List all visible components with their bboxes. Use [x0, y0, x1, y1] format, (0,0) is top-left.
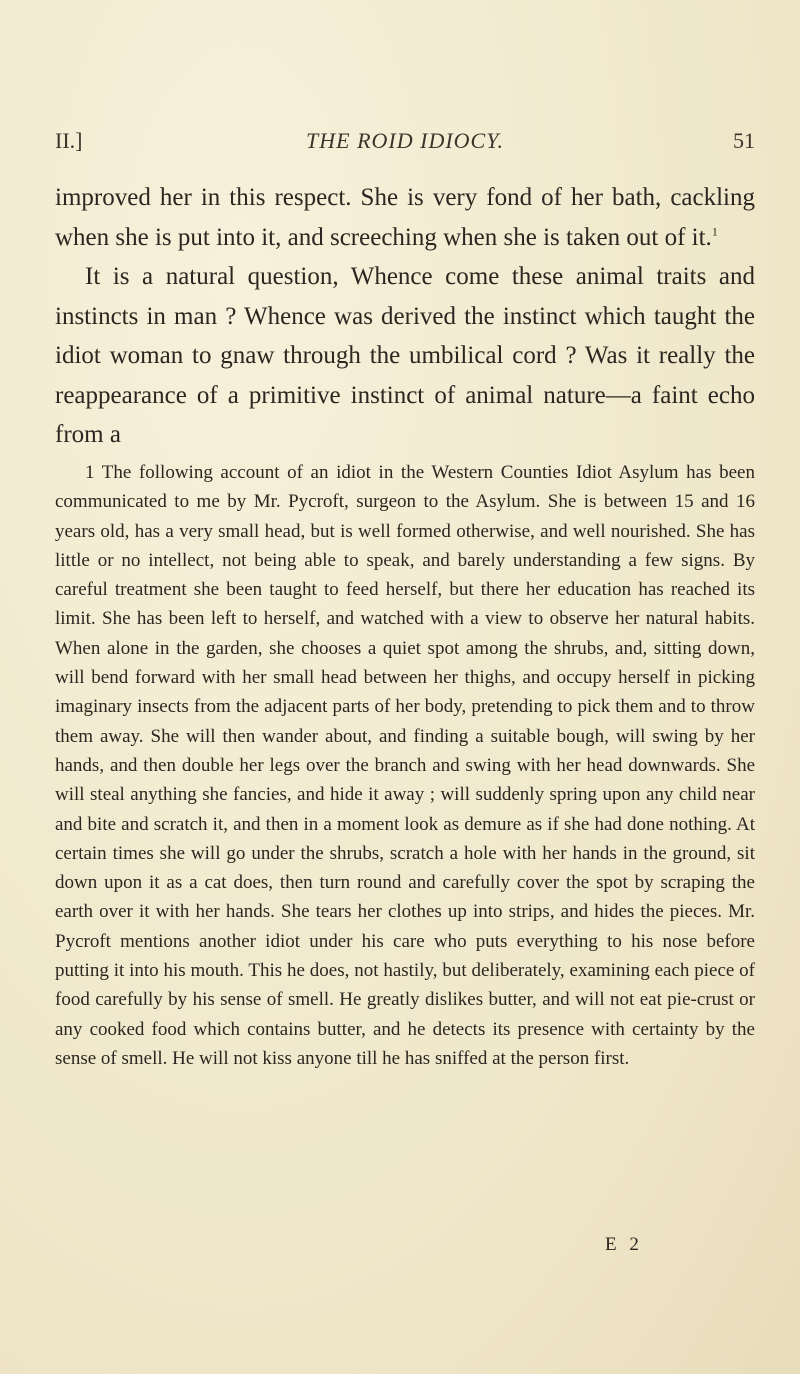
main-text [55, 178, 755, 455]
footnote-paragraph [55, 458, 755, 1073]
page-number: 51 [733, 128, 755, 153]
signature-mark: E 2 [605, 1234, 643, 1255]
page-header [55, 128, 755, 158]
footnote-reference: 1 [711, 224, 718, 239]
running-title: THE ROID IDIOCY. [306, 128, 504, 153]
section-number: II.] [55, 128, 83, 153]
paragraph-2: It is a natural question, Whence come these animal traits and instincts in man ? Whence was derived the instinct which taught the idiot woman to gnaw through the umbilical cord ? Was it really the reappearance of a primitive instinct of animal nature—a faint echo from a [55, 263, 755, 448]
paragraph-1-text: improved her in this respect. She is very fond of her bath, cackling when she is put into it, and screeching when she is taken out of it. [55, 184, 755, 251]
paragraph-1 [55, 178, 755, 257]
footnote [55, 458, 755, 1073]
footnote-marker: 1 [85, 462, 95, 483]
footnote-text: The following account of an idiot in the Western Counties Idiot Asylum has been communicated to me by Mr. Pycroft, surgeon to the Asylum. She is between 15 and 16 years old, has a very small head, but is well formed otherwise, and well nourished. She has little or no intellect, not being able to speak, and barely understanding a few signs. By careful treatment she been taught to feed herself, but there her education has reached its limit. She has been left to herself, and watched with a view to observe her natural habits. When alone in the garden, she chooses a quiet spot among the shrubs, and, sitting down, will bend forward with her small head between her thighs, and occupy herself in picking imaginary insects from the adjacent parts of her body, pretending to pick them and to throw them away. She will then wander about, and finding a suitable bough, will swing by her hands, and then double her legs over the branch and swing with her head downwards. She will steal anything she fancies, and hide it away ; will suddenly spring upon any child near and bite and scratch it, and then in a moment look as demure as if she had done nothing. At certain times she will go under the shrubs, scratch a hole with her hands in the ground, sit down upon it as a cat does, then turn round and carefully cover the spot by scraping the earth over it with her hands. She tears her clothes up into strips, and hides the pieces. Mr. Pycroft mentions another idiot under his care who puts everything to his nose before putting it into his mouth. This he does, not hastily, but deliberately, examining each piece of food carefully by his sense of smell. He greatly dislikes butter, and will not eat pie-crust or any cooked food which contains butter, and he detects its presence with certainty by the sense of smell. He will not kiss anyone till he has sniffed at the person first. [55, 462, 755, 1069]
